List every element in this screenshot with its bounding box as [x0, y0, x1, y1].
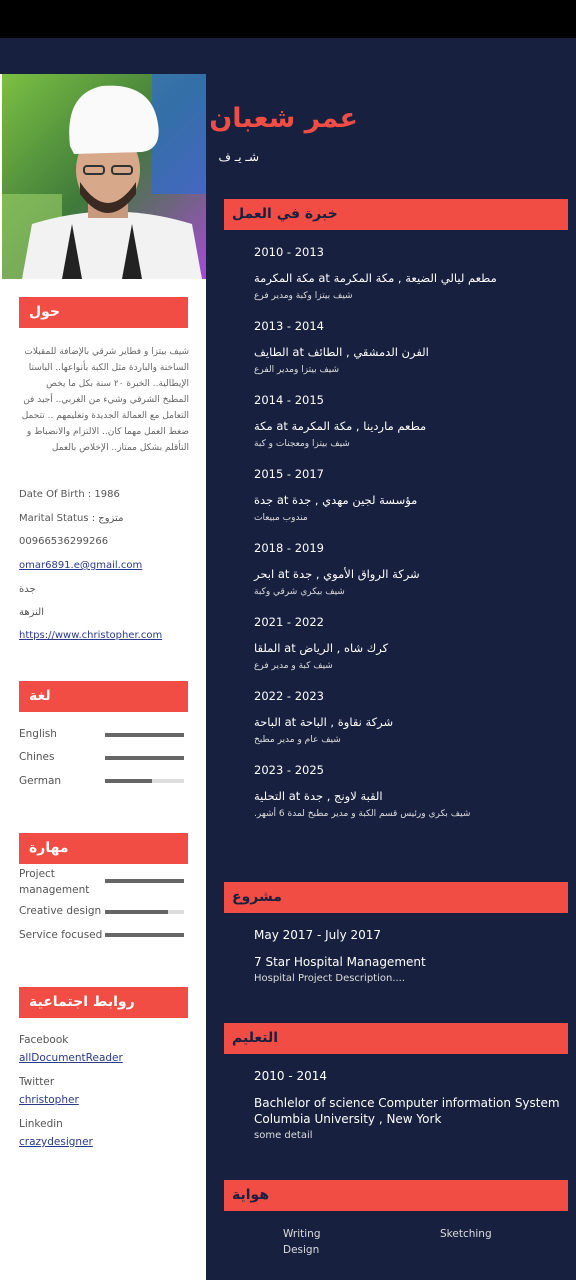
work-period: 2021 - 2022 — [254, 615, 324, 629]
work-period: 2015 - 2017 — [254, 467, 324, 481]
skill-label: Creative design — [19, 905, 102, 917]
work-title: القبة لاونج , جدة at التحلية — [254, 789, 383, 803]
phone-text: 00966536299266 — [19, 536, 109, 547]
work-title: شركة الرواق الأموي , جدة at ابحر — [254, 567, 420, 581]
hobby-item: Sketching — [440, 1228, 492, 1240]
project-period: May 2017 - July 2017 — [254, 928, 382, 942]
social-network-label: Facebook — [19, 1034, 69, 1046]
language-level-bar — [105, 756, 184, 760]
dob-text: Date Of Birth : 1986 — [19, 489, 120, 500]
hobby-title: هواية — [224, 1180, 568, 1211]
profile-photo — [2, 74, 206, 279]
email-link[interactable]: omar6891.e@gmail.com — [19, 560, 143, 571]
education-university: Columbia University , New York — [254, 1112, 442, 1126]
language-title: لغة — [19, 681, 188, 712]
education-degree: Bachlelor of science Computer information System — [254, 1096, 560, 1110]
project-title: مشروع — [224, 882, 568, 913]
social-network-label: Twitter — [19, 1076, 55, 1088]
work-description: شيف بيتزا ومدير الفرع — [254, 365, 340, 375]
social-network-label: Linkedin — [19, 1118, 63, 1130]
work-description: شيف كبة و مدير فرع — [254, 661, 333, 671]
hobby-item: Writing — [283, 1228, 321, 1240]
work-title: الفرن الدمشقي , الطائف at الطايف — [254, 345, 429, 359]
work-description: شيف عام و مدير مطبخ — [254, 735, 341, 745]
work-period: 2013 - 2014 — [254, 319, 324, 333]
skill-level-bar — [105, 933, 184, 937]
work-period: 2018 - 2019 — [254, 541, 324, 555]
district-text: النزهة — [19, 607, 44, 618]
skill-level-bar — [105, 910, 184, 914]
work-description: مندوب مبيعات — [254, 513, 308, 523]
language-label: German — [19, 775, 62, 787]
language-level-bar — [105, 733, 184, 737]
language-label: Chines — [19, 751, 55, 763]
skill-level-bar — [105, 879, 184, 883]
work-description: شيف بيتزا وكبة ومدير فرع — [254, 291, 353, 301]
social-title: روابط اجتماعية — [19, 987, 188, 1018]
language-label: English — [19, 728, 57, 740]
work-period: 2010 - 2013 — [254, 245, 324, 259]
work-period: 2014 - 2015 — [254, 393, 324, 407]
work-title: كرك شاه , الرياض at الملقا — [254, 641, 389, 655]
work-title: مطعم ليالي الضيعة , مكة المكرمة at مكة المكرمة — [254, 271, 497, 285]
work-description: شيف بكري ورئيس قسم الكبة و مدير مطبخ لمدة 6 أشهر. — [254, 809, 471, 819]
work-title: مطعم ماردينا , مكة المكرمة at مكة — [254, 419, 427, 433]
about-text: شيف بيتزا و فطاير شرقي بالإضافة للمقبلات الساخنة والباردة مثل الكبة بأنواعها.. الباستا الإيطالية.. الخبرة ٢٠ سنة بكل ما يخص المطبخ الشرقي وشيء من الغربي.. أجيد فن التعامل مع العمالة الجديدة وتعليمهم .. تتحمل ضغط العمل مهما كان.. الالتزام والانضباط و التأقلم بشكل ممتاز.. الإخلاص بالعمل — [21, 347, 189, 453]
city-text: جدة — [19, 584, 36, 595]
education-title: التعليم — [224, 1023, 568, 1054]
language-level-bar — [105, 779, 184, 783]
skill-label: Project management — [19, 868, 90, 896]
project-description: Hospital Project Description.... — [254, 973, 406, 984]
work-description: شيف بيتزا ومعجنات و كبة — [254, 439, 350, 449]
education-period: 2010 - 2014 — [254, 1069, 328, 1083]
social-handle-link[interactable]: allDocumentReader — [19, 1052, 123, 1064]
work-title: شركة نقاوة , الباحة at الباحة — [254, 715, 394, 729]
hobby-item: Design — [283, 1244, 320, 1256]
skills-title: مهارة — [19, 833, 188, 864]
skill-label: Service focused — [19, 929, 103, 941]
social-handle-link[interactable]: crazydesigner — [19, 1136, 93, 1148]
about-title: حول — [19, 297, 188, 328]
project-name: 7 Star Hospital Management — [254, 955, 426, 969]
work-period: 2022 - 2023 — [254, 689, 324, 703]
website-link[interactable]: https://www.christopher.com — [19, 630, 163, 641]
marital-status-text: Marital Status : متزوج — [19, 513, 124, 524]
status-bar — [0, 0, 576, 38]
work-experience-title: خبرة في العمل — [224, 199, 568, 230]
social-handle-link[interactable]: christopher — [19, 1094, 79, 1106]
work-title: مؤسسة لجين مهدي , جدة at جدة — [254, 493, 418, 507]
work-description: شيف بيكري شرقي وكبة — [254, 587, 345, 597]
person-role: شـ يـ ف — [218, 150, 259, 164]
person-name: عمر شعبان — [209, 103, 358, 134]
education-detail: some detail — [254, 1130, 313, 1141]
work-period: 2023 - 2025 — [254, 763, 324, 777]
